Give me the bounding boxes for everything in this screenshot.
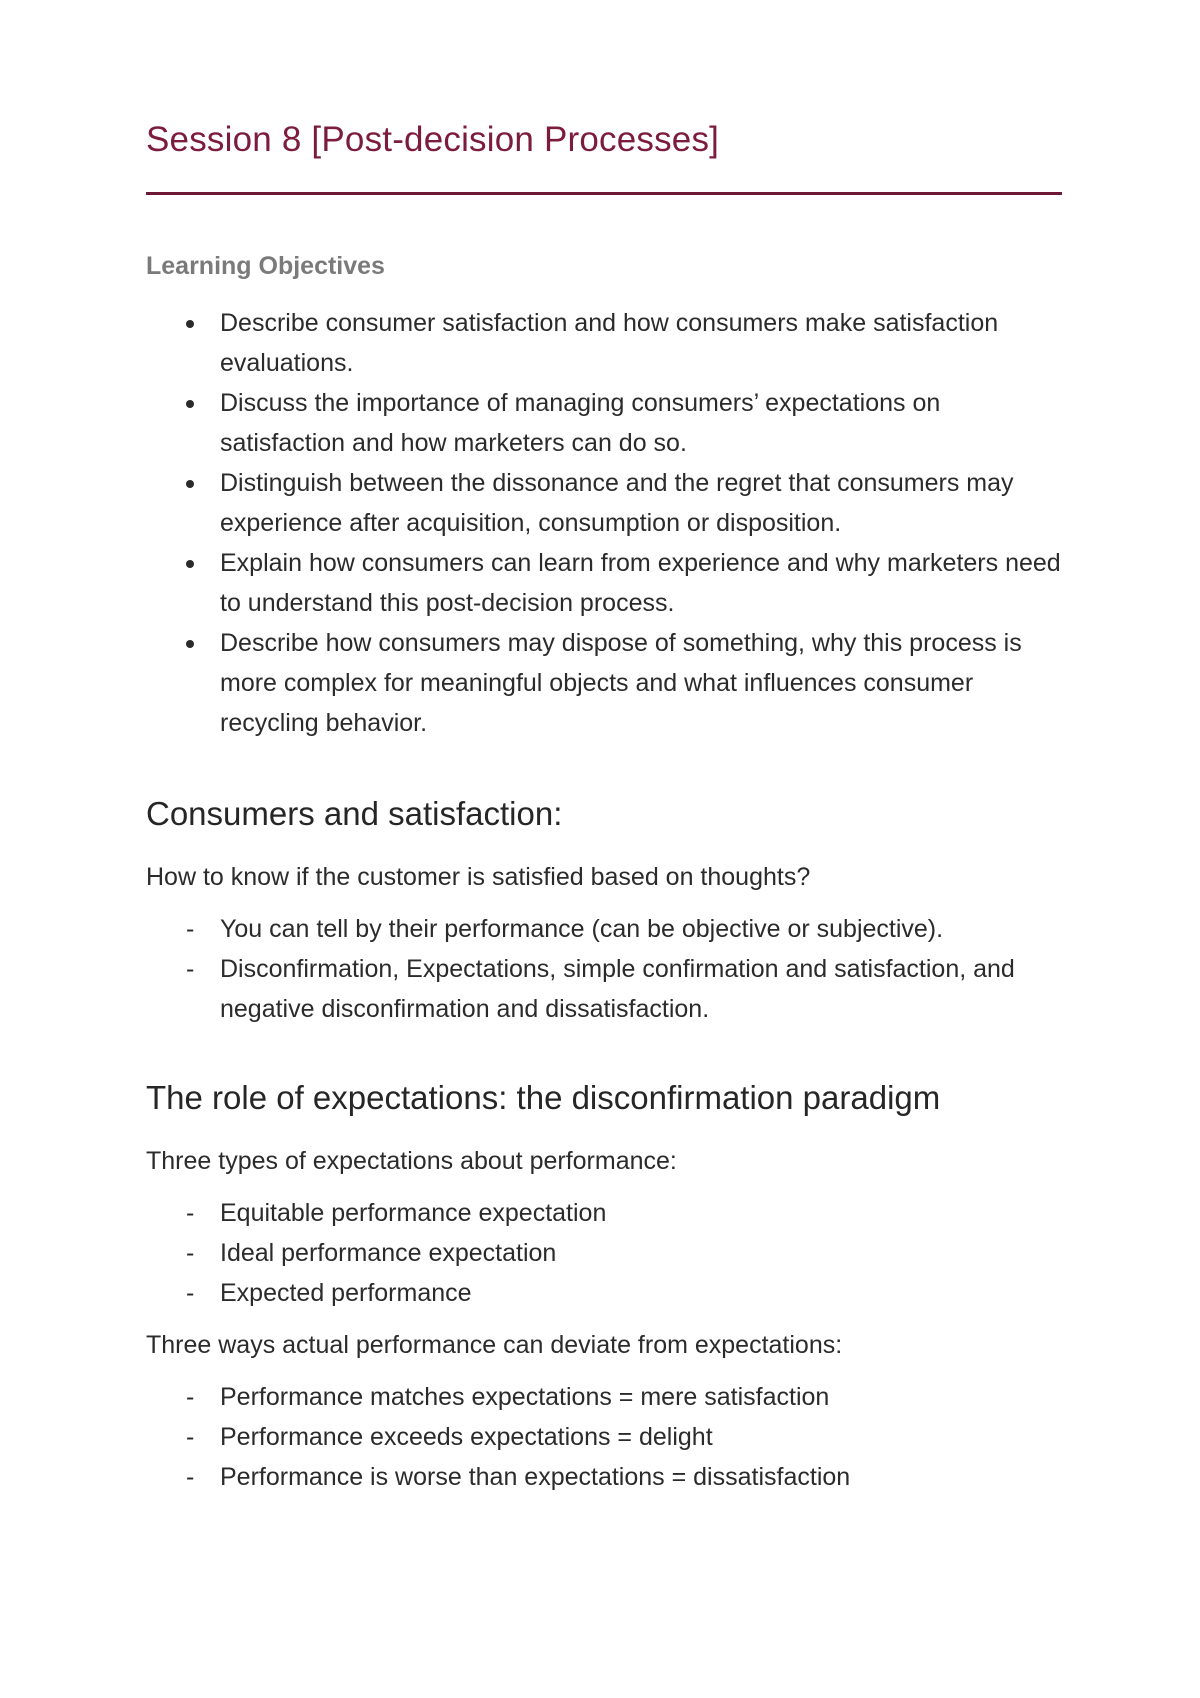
dash-marker: - bbox=[186, 955, 195, 983]
list-item bbox=[146, 303, 1062, 383]
list-item bbox=[146, 1193, 1062, 1233]
title-divider bbox=[146, 192, 1062, 195]
bullet-icon bbox=[186, 480, 194, 488]
section-heading-role-of-expectations: The role of expectations: the disconfirmation paradigm bbox=[146, 1079, 941, 1116]
list-item-text: Expected performance bbox=[220, 1279, 472, 1307]
list-item bbox=[146, 543, 1062, 623]
learning-objectives-heading: Learning Objectives bbox=[146, 252, 385, 280]
objective-text: Distinguish between the dissonance and the regret that consumers may experience after acquisition, consumption or disposition. bbox=[220, 469, 1014, 537]
section-intro: Three types of expectations about performance: bbox=[146, 1147, 677, 1175]
dash-marker: - bbox=[186, 915, 195, 943]
section-heading-consumers-satisfaction: Consumers and satisfaction: bbox=[146, 795, 563, 832]
list-item-text: Equitable performance expectation bbox=[220, 1199, 607, 1227]
list-item-text: Disconfirmation, Expectations, simple confirmation and satisfaction, and negative disconfirmation and dissatisfaction. bbox=[220, 955, 1015, 1023]
list-item-text: Performance matches expectations = mere satisfaction bbox=[220, 1383, 830, 1411]
performance-deviation-list bbox=[146, 1377, 1062, 1497]
list-item bbox=[146, 623, 1062, 743]
expectation-types-list bbox=[146, 1193, 1062, 1313]
dash-marker: - bbox=[186, 1423, 195, 1451]
bullet-icon bbox=[186, 320, 194, 328]
section-intro-deviations: Three ways actual performance can deviate from expectations: bbox=[146, 1331, 843, 1359]
list-item-text: Performance exceeds expectations = delight bbox=[220, 1423, 713, 1451]
section-intro: How to know if the customer is satisfied based on thoughts? bbox=[146, 863, 811, 891]
page-title: Session 8 [Post-decision Processes] bbox=[146, 120, 720, 159]
list-item-text: Ideal performance expectation bbox=[220, 1239, 557, 1267]
dash-marker: - bbox=[186, 1463, 195, 1491]
list-item-text: You can tell by their performance (can be objective or subjective). bbox=[220, 915, 944, 943]
bullet-icon bbox=[186, 640, 194, 648]
bullet-icon bbox=[186, 560, 194, 568]
satisfaction-points-list bbox=[146, 909, 1062, 1029]
dash-marker: - bbox=[186, 1279, 195, 1307]
list-item bbox=[146, 1457, 1062, 1497]
list-item bbox=[146, 909, 1062, 949]
objective-text: Discuss the importance of managing consumers’ expectations on satisfaction and how marketers can do so. bbox=[220, 389, 941, 457]
list-item bbox=[146, 1233, 1062, 1273]
list-item bbox=[146, 1273, 1062, 1313]
learning-objectives-list bbox=[146, 303, 1062, 743]
bullet-icon bbox=[186, 400, 194, 408]
objective-text: Describe consumer satisfaction and how consumers make satisfaction evaluations. bbox=[220, 309, 999, 377]
list-item bbox=[146, 1417, 1062, 1457]
list-item bbox=[146, 949, 1062, 1029]
dash-marker: - bbox=[186, 1383, 195, 1411]
dash-marker: - bbox=[186, 1199, 195, 1227]
dash-marker: - bbox=[186, 1239, 195, 1267]
list-item bbox=[146, 383, 1062, 463]
list-item bbox=[146, 463, 1062, 543]
objective-text: Describe how consumers may dispose of something, why this process is more complex for meaningful objects and what influences consumer recycling behavior. bbox=[220, 629, 1022, 737]
list-item bbox=[146, 1377, 1062, 1417]
objective-text: Explain how consumers can learn from experience and why marketers need to understand this post-decision process. bbox=[220, 549, 1061, 617]
list-item-text: Performance is worse than expectations = dissatisfaction bbox=[220, 1463, 851, 1491]
